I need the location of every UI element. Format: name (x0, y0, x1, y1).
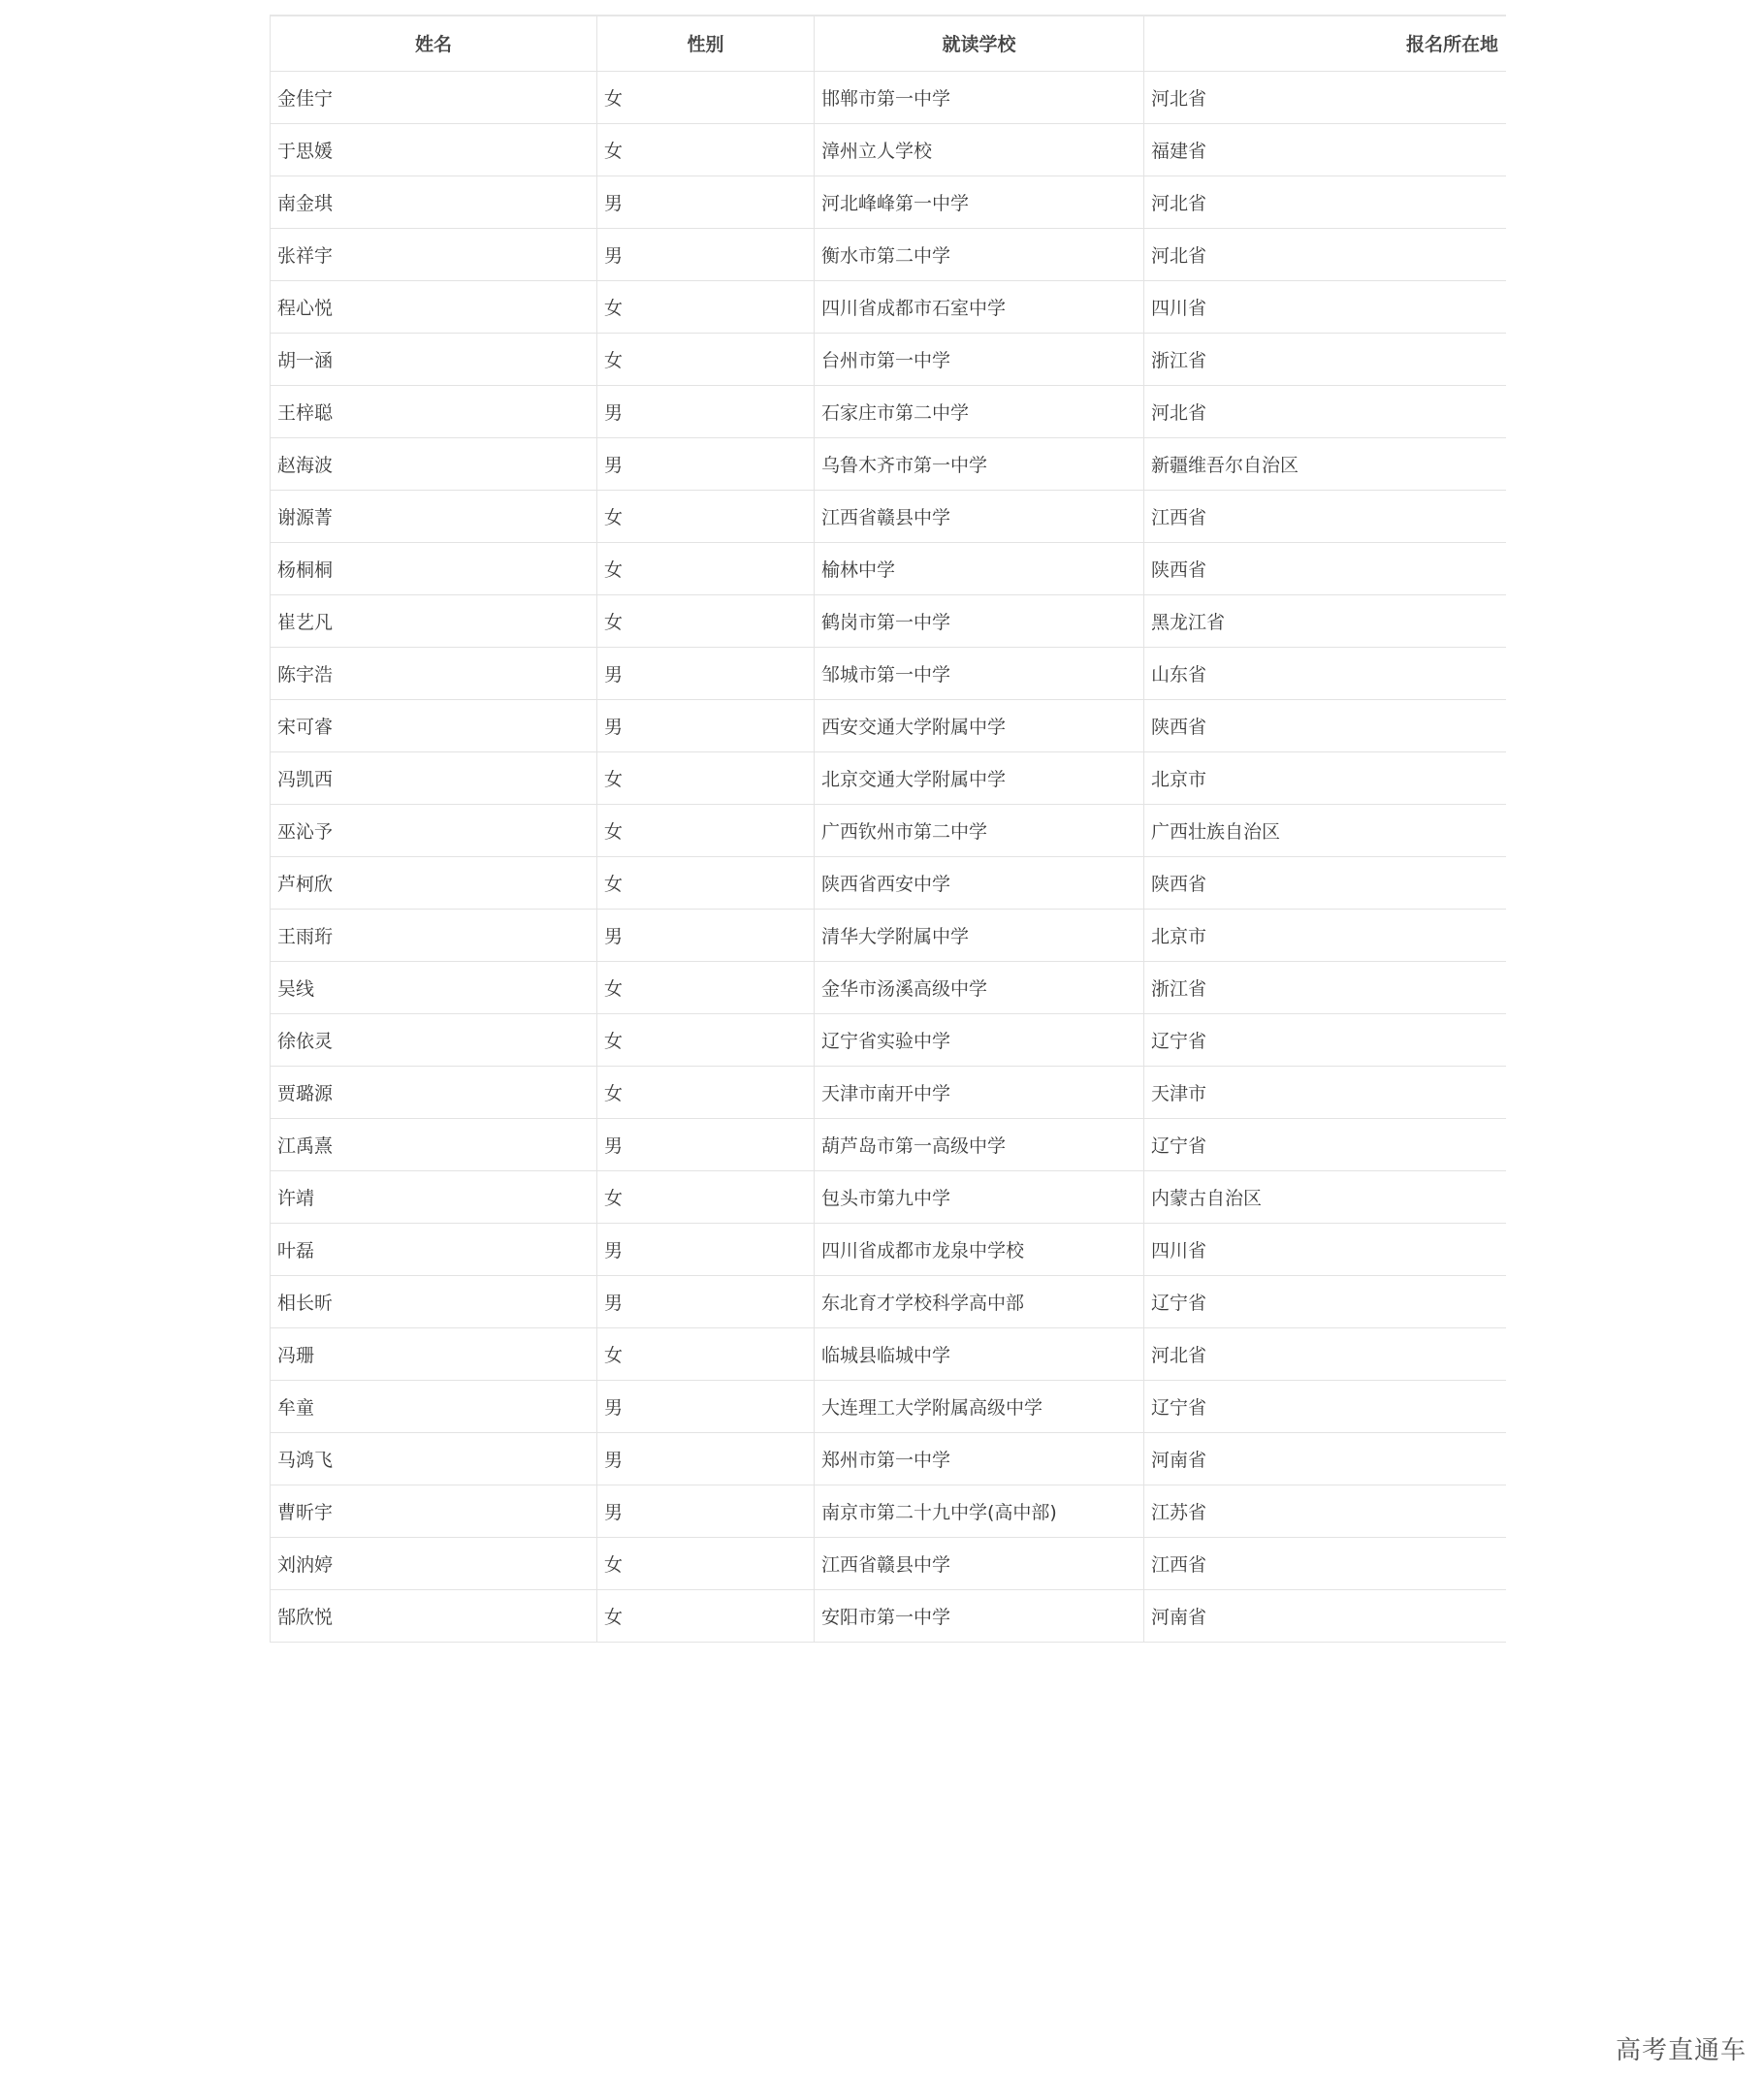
results-table (270, 15, 1506, 1643)
cell-name: 刘汭婷 (271, 1537, 597, 1589)
results-table-wrapper (270, 15, 1506, 1643)
cell-name: 郜欣悦 (271, 1589, 597, 1642)
table-row (271, 228, 1507, 280)
cell-gender: 男 (597, 699, 815, 751)
table-row (271, 280, 1507, 333)
cell-region: 四川省 (1144, 280, 1507, 333)
table-row (271, 1223, 1507, 1275)
cell-region: 辽宁省 (1144, 1013, 1507, 1066)
cell-gender: 女 (597, 961, 815, 1013)
cell-name: 王梓聪 (271, 385, 597, 437)
table-row (271, 647, 1507, 699)
cell-name: 陈宇浩 (271, 647, 597, 699)
cell-school: 石家庄市第二中学 (815, 385, 1144, 437)
table-row (271, 1013, 1507, 1066)
cell-name: 杨桐桐 (271, 542, 597, 594)
cell-school: 衡水市第二中学 (815, 228, 1144, 280)
cell-region: 河北省 (1144, 1327, 1507, 1380)
cell-region: 陕西省 (1144, 856, 1507, 909)
cell-name: 巫沁予 (271, 804, 597, 856)
table-row (271, 751, 1507, 804)
table-row (271, 542, 1507, 594)
cell-name: 冯珊 (271, 1327, 597, 1380)
cell-gender: 女 (597, 490, 815, 542)
cell-school: 河北峰峰第一中学 (815, 176, 1144, 228)
cell-school: 葫芦岛市第一高级中学 (815, 1118, 1144, 1170)
cell-name: 谢源菁 (271, 490, 597, 542)
cell-school: 辽宁省实验中学 (815, 1013, 1144, 1066)
table-row (271, 699, 1507, 751)
table-row (271, 1537, 1507, 1589)
table-row (271, 961, 1507, 1013)
cell-region: 新疆维吾尔自治区 (1144, 437, 1507, 490)
cell-name: 许靖 (271, 1170, 597, 1223)
table-header-row (271, 16, 1507, 71)
cell-gender: 女 (597, 1170, 815, 1223)
cell-name: 王雨珩 (271, 909, 597, 961)
cell-school: 广西钦州市第二中学 (815, 804, 1144, 856)
cell-gender: 女 (597, 71, 815, 123)
cell-region: 黑龙江省 (1144, 594, 1507, 647)
cell-name: 冯凯西 (271, 751, 597, 804)
cell-gender: 女 (597, 1327, 815, 1380)
cell-gender: 女 (597, 542, 815, 594)
cell-gender: 男 (597, 437, 815, 490)
cell-gender: 男 (597, 1275, 815, 1327)
cell-region: 山东省 (1144, 647, 1507, 699)
cell-name: 赵海波 (271, 437, 597, 490)
cell-region: 内蒙古自治区 (1144, 1170, 1507, 1223)
cell-school: 包头市第九中学 (815, 1170, 1144, 1223)
cell-name: 张祥宇 (271, 228, 597, 280)
table-row (271, 1432, 1507, 1485)
cell-school: 四川省成都市石室中学 (815, 280, 1144, 333)
cell-name: 于思媛 (271, 123, 597, 176)
cell-name: 叶磊 (271, 1223, 597, 1275)
table-row (271, 594, 1507, 647)
table-row (271, 71, 1507, 123)
cell-gender: 女 (597, 333, 815, 385)
cell-gender: 女 (597, 1013, 815, 1066)
cell-school: 北京交通大学附属中学 (815, 751, 1144, 804)
cell-name: 吴线 (271, 961, 597, 1013)
cell-region: 河南省 (1144, 1432, 1507, 1485)
cell-gender: 女 (597, 594, 815, 647)
table-row (271, 909, 1507, 961)
cell-school: 江西省赣县中学 (815, 1537, 1144, 1589)
cell-region: 陕西省 (1144, 699, 1507, 751)
cell-gender: 男 (597, 1380, 815, 1432)
cell-school: 西安交通大学附属中学 (815, 699, 1144, 751)
cell-name: 贾璐源 (271, 1066, 597, 1118)
table-row (271, 1485, 1507, 1537)
cell-gender: 男 (597, 228, 815, 280)
cell-school: 天津市南开中学 (815, 1066, 1144, 1118)
cell-gender: 女 (597, 804, 815, 856)
cell-gender: 女 (597, 1066, 815, 1118)
table-row (271, 1170, 1507, 1223)
table-row (271, 856, 1507, 909)
cell-school: 陕西省西安中学 (815, 856, 1144, 909)
cell-school: 郑州市第一中学 (815, 1432, 1144, 1485)
cell-school: 邹城市第一中学 (815, 647, 1144, 699)
cell-name: 胡一涵 (271, 333, 597, 385)
cell-school: 清华大学附属中学 (815, 909, 1144, 961)
table-row (271, 1066, 1507, 1118)
cell-school: 邯郸市第一中学 (815, 71, 1144, 123)
header-gender: 性别 (597, 16, 815, 71)
cell-name: 芦柯欣 (271, 856, 597, 909)
cell-gender: 女 (597, 1537, 815, 1589)
cell-region: 辽宁省 (1144, 1275, 1507, 1327)
cell-region: 辽宁省 (1144, 1118, 1507, 1170)
cell-school: 台州市第一中学 (815, 333, 1144, 385)
cell-name: 马鸿飞 (271, 1432, 597, 1485)
cell-name: 曹昕宇 (271, 1485, 597, 1537)
header-name: 姓名 (271, 16, 597, 71)
cell-gender: 男 (597, 1432, 815, 1485)
cell-gender: 女 (597, 123, 815, 176)
cell-name: 程心悦 (271, 280, 597, 333)
cell-school: 安阳市第一中学 (815, 1589, 1144, 1642)
cell-name: 江禹熹 (271, 1118, 597, 1170)
cell-school: 漳州立人学校 (815, 123, 1144, 176)
cell-gender: 女 (597, 751, 815, 804)
cell-region: 江苏省 (1144, 1485, 1507, 1537)
cell-region: 河北省 (1144, 176, 1507, 228)
cell-gender: 男 (597, 385, 815, 437)
cell-gender: 男 (597, 1118, 815, 1170)
cell-gender: 女 (597, 1589, 815, 1642)
table-row (271, 1118, 1507, 1170)
cell-region: 辽宁省 (1144, 1380, 1507, 1432)
cell-school: 四川省成都市龙泉中学校 (815, 1223, 1144, 1275)
table-row (271, 1275, 1507, 1327)
cell-name: 南金琪 (271, 176, 597, 228)
cell-school: 江西省赣县中学 (815, 490, 1144, 542)
table-row (271, 437, 1507, 490)
cell-gender: 女 (597, 280, 815, 333)
cell-school: 大连理工大学附属高级中学 (815, 1380, 1144, 1432)
table-row (271, 804, 1507, 856)
cell-school: 金华市汤溪高级中学 (815, 961, 1144, 1013)
table-body (271, 71, 1507, 1642)
cell-gender: 男 (597, 647, 815, 699)
cell-region: 河北省 (1144, 385, 1507, 437)
table-row (271, 123, 1507, 176)
cell-region: 江西省 (1144, 490, 1507, 542)
cell-name: 相长昕 (271, 1275, 597, 1327)
cell-gender: 男 (597, 176, 815, 228)
cell-region: 天津市 (1144, 1066, 1507, 1118)
cell-region: 河北省 (1144, 228, 1507, 280)
cell-name: 崔艺凡 (271, 594, 597, 647)
cell-school: 乌鲁木齐市第一中学 (815, 437, 1144, 490)
cell-region: 河北省 (1144, 71, 1507, 123)
cell-school: 东北育才学校科学高中部 (815, 1275, 1144, 1327)
cell-school: 鹤岗市第一中学 (815, 594, 1144, 647)
header-school: 就读学校 (815, 16, 1144, 71)
table-row (271, 1327, 1507, 1380)
table-row (271, 1589, 1507, 1642)
cell-region: 北京市 (1144, 909, 1507, 961)
watermark-text: 高考直通车 (1615, 2036, 1747, 2065)
cell-gender: 女 (597, 856, 815, 909)
header-region: 报名所在地 (1144, 16, 1507, 71)
table-row (271, 333, 1507, 385)
cell-school: 南京市第二十九中学(高中部) (815, 1485, 1144, 1537)
cell-region: 浙江省 (1144, 961, 1507, 1013)
cell-name: 徐依灵 (271, 1013, 597, 1066)
cell-gender: 男 (597, 1223, 815, 1275)
cell-region: 广西壮族自治区 (1144, 804, 1507, 856)
table-row (271, 490, 1507, 542)
cell-region: 陕西省 (1144, 542, 1507, 594)
cell-name: 宋可睿 (271, 699, 597, 751)
table-row (271, 1380, 1507, 1432)
cell-region: 江西省 (1144, 1537, 1507, 1589)
cell-gender: 男 (597, 1485, 815, 1537)
cell-school: 榆林中学 (815, 542, 1144, 594)
cell-region: 河南省 (1144, 1589, 1507, 1642)
cell-region: 浙江省 (1144, 333, 1507, 385)
cell-gender: 男 (597, 909, 815, 961)
cell-name: 金佳宁 (271, 71, 597, 123)
cell-region: 北京市 (1144, 751, 1507, 804)
cell-name: 牟童 (271, 1380, 597, 1432)
cell-school: 临城县临城中学 (815, 1327, 1144, 1380)
cell-region: 四川省 (1144, 1223, 1507, 1275)
table-row (271, 385, 1507, 437)
cell-region: 福建省 (1144, 123, 1507, 176)
table-row (271, 176, 1507, 228)
